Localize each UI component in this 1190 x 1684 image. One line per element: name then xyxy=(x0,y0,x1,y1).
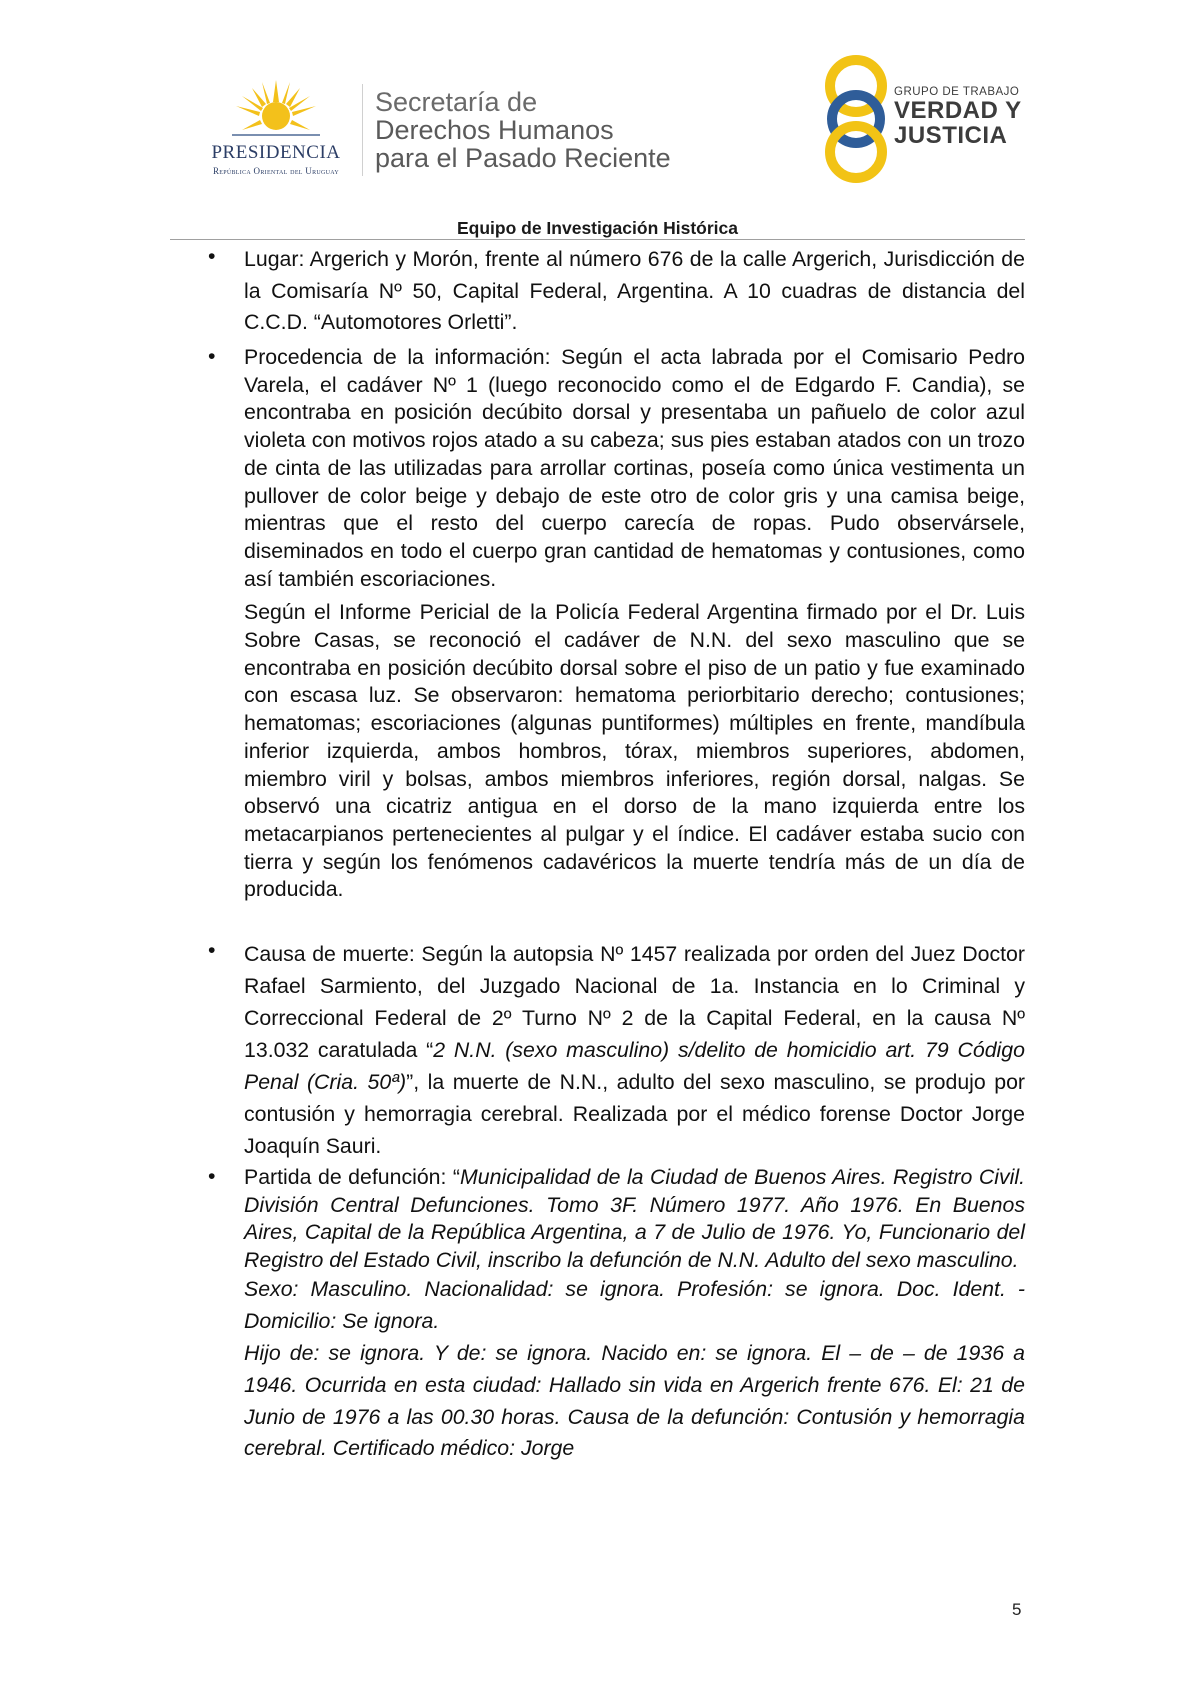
grupo-line-1: VERDAD Y xyxy=(894,97,1022,124)
causa-text-end: ”, la muerte de N.N., adulto del sexo masculino, se produjo por contusión y hemorragia cerebral. Realizada por el médico forense Doctor Jorge Joaquín Sauri. xyxy=(244,1070,1026,1159)
secretaria-title xyxy=(375,88,671,172)
sun-icon xyxy=(232,76,320,142)
procedencia-paragraph-1: Procedencia de la información: Según el acta labrada por el Comisario Pedro Varela, el cadáver Nº 1 (luego reconocido como el de Edgardo F. Candia), se encontraba en posición decúbito dorsal y presentaba un pañuelo de color azul violeta con motivos rojos atado a su cabeza; sus pies estaban atados con un trozo de cinta de las utilizadas para arrollar cortinas, poseía como única vestimenta un pullover de color beige y debajo de este otro de color gris y una camisa beige, mientras que el resto del cuerpo carecía de ropas. Pudo observársele, diseminados en todo el cuerpo gran cantidad de hematomas y contusiones, como así también escoriaciones. xyxy=(244,345,1025,591)
partida-filiacion: Hijo de: se ignora. Y de: se ignora. Nacido en: se ignora. El – de – de 1936 a 1946. Ocurrida en esta ciudad: Hallado sin vida en Argerich frente 676. El: 21 de Junio de 1976 a las 00.30 horas. Causa de la defunción: Contusión y hemorragia cerebral. Certificado médico: Jorge xyxy=(244,1340,1025,1461)
page-header xyxy=(0,0,1190,210)
causa-text-start: Causa de muerte: Según la autopsia Nº 1457 realizada por orden del Juez Doctor Rafael Sarmiento, del Juzgado Nacional de 1a. Instancia en lo Criminal y Correccional Federal de 2º Turno Nº 2 de la Capital Federal, en la causa Nº 13.032 caratulada “ xyxy=(244,942,1025,1063)
causa-case-title: 2 N.N. (sexo masculino) s/delito de homicidio art. 79 Código Penal (Cria. 50ª) xyxy=(244,1038,1025,1095)
verdad-justicia-logo xyxy=(820,54,1030,184)
bullet: • xyxy=(208,1164,216,1189)
secretaria-line-2: Derechos Humanos xyxy=(375,115,614,145)
header-divider xyxy=(362,84,363,176)
bullet: • xyxy=(208,344,216,368)
rings-icon xyxy=(820,54,892,184)
partida-datos-personales: Sexo: Masculino. Nacionalidad: se ignora. Profesión: se ignora. Doc. Ident. - Domicilio: Se ignora. xyxy=(244,1277,1025,1334)
presidencia-name: PRESIDENCIA xyxy=(211,142,341,163)
presidencia-subtitle: República Oriental del Uruguay xyxy=(212,166,340,176)
procedencia-paragraph-2: Según el Informe Pericial de la Policía Federal Argentina firmado por el Dr. Luis Sobre Casas, se reconoció el cadáver de N.N. del sexo masculino que se encontraba en posición decúbito dorsal sobre el piso de un patio y fue examinado con escasa luz. Se observaron: hematoma periorbitario derecho; contusiones; hematomas; escoriaciones (algunas puntiformes) múltiples en frente, mandíbula inferior izquierda, ambos hombros, tórax, miembros superiores, abdomen, miembro viril y bolsas, ambos miembros inferiores, región dorsal, nalgas. Se observó una cicatriz antigua en el dorso de la mano izquierda entre los metacarpianos pertenecientes al pulgar y el índice. El cadáver estaba sucio con tierra y según los fenómenos cadavéricos la muerte tendría más de un día de producida. xyxy=(244,600,1025,902)
presidencia-logo xyxy=(196,76,356,186)
secretaria-line-3: para el Pasado Reciente xyxy=(375,143,671,173)
bullet: • xyxy=(208,938,216,963)
page-number: 5 xyxy=(1012,1600,1022,1619)
grupo-line-2: JUSTICIA xyxy=(894,122,1008,149)
partida-registro: Municipalidad de la Ciudad de Buenos Aires. Registro Civil. División Central Defunciones. Tomo 3F. Número 1977. Año 1976. En Buenos Aires, Capital de la República Argentina, a 7 de Julio de 1976. Yo, Funcionario del Registro del Estado Civil, inscribo la defunción de N.N. Adulto del sexo masculino. xyxy=(244,1165,1025,1272)
list-item-lugar xyxy=(200,244,1025,342)
secretaria-line-1: Secretaría de xyxy=(375,87,538,117)
grupo-trabajo-text xyxy=(894,86,1022,148)
partida-text xyxy=(244,1164,1025,1274)
partida-label: Partida de defunción: “ xyxy=(244,1165,461,1190)
document-body xyxy=(200,244,1025,1465)
list-item-partida xyxy=(200,1164,1025,1465)
grupo-small-label: GRUPO DE TRABAJO xyxy=(894,86,1020,98)
lugar-text: Lugar: Argerich y Morón, frente al número 676 de la calle Argerich, Jurisdicción de la Comisaría Nº 50, Capital Federal, Argentina. A 10 cuadras de distancia del C.C.D. “Automotores Orletti”. xyxy=(244,247,1025,334)
list-item-procedencia xyxy=(200,344,1025,935)
team-title: Equipo de Investigación Histórica xyxy=(456,218,739,238)
bullet: • xyxy=(208,244,216,268)
header-rule xyxy=(170,239,1025,240)
list-item-causa xyxy=(200,938,1025,1162)
causa-text xyxy=(244,938,1025,1162)
